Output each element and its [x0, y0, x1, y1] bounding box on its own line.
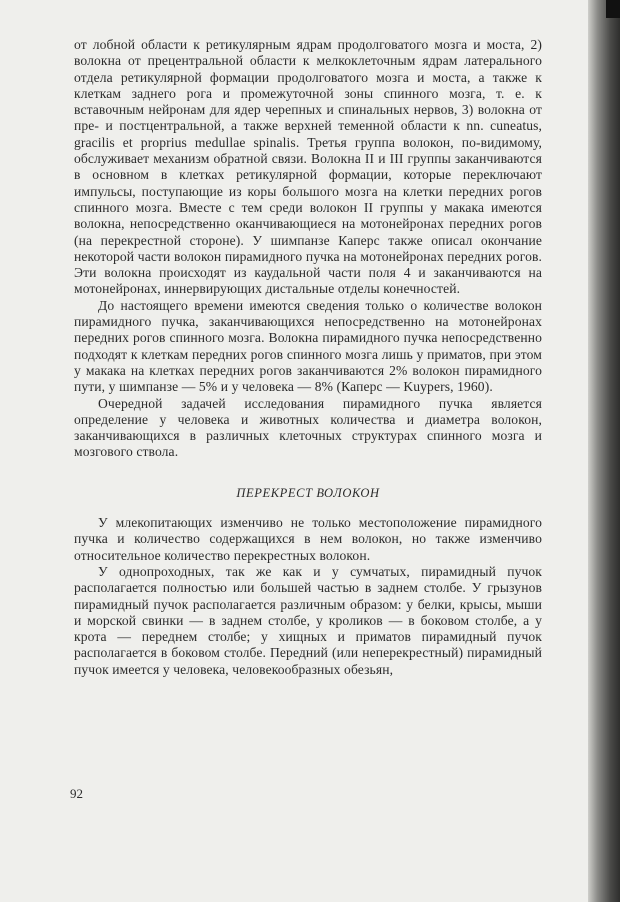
- section-heading: ПЕРЕКРЕСТ ВОЛОКОН: [236, 485, 380, 500]
- page-number: 92: [70, 786, 83, 801]
- paragraph: Очередной задачей исследования пирамидного пучка является определение у человека и животных количества и диаметра волокон, заканчивающихся в различных клеточных структурах спинного мозга и мозгового ствола.: [74, 395, 542, 460]
- paragraph: У млекопитающих изменчиво не только местоположение пирамидного пучка и количество содержащихся в нем волокон, но также изменчиво относительное количество перекрестных волокон.: [74, 515, 542, 563]
- paragraph-continued: от лобной области к ретикулярным ядрам продолговатого мозга и моста, 2) волокна от прецентральной области к мелкоклеточным ядрам латерального отдела ретикулярной формации продолговатого мозга и моста, а также к клеткам заднего рога и промежуточной зоны спинного мозга, т. е. к вставочным нейронам для ядер черепных и спинальных нервов, 3) волокна от пре- и постцентральной, а также верхней теменной области к nn. cuneatus, gracilis et proprius medullae spinalis. Третья группа волокон, по-видимому, обслуживает механизм обратной связи. Волокна II и III группы заканчиваются в основном в клетках ретикулярной формации, которые переключают импульсы, поступающие из коры большого мозга на клетки передних рогов спинного мозга. Вместе с тем среди волокон II группы у макака имеются волокна, непосредственно оканчивающиеся на мотонейронах передних рогов (на перекрестной стороне). У шимпанзе Каперс также описал окончание некоторой части волокон пирамидного пучка на мотонейронах передних рогов. Эти волокна происходят из каудальной части поля 4 и заканчиваются на мотонейронах, иннервирующих дистальные отделы конечностей.: [74, 37, 542, 297]
- paragraph: У однопроходных, так же как и у сумчатых, пирамидный пучок располагается полностью или большей частью в заднем столбе. У грызунов пирамидный пучок располагается различным образом: у белки, крысы, мыши и морской свинки — в заднем столбе, у кроликов — в боковом столбе, а у крота — переднем столбе; у хищных и приматов пирамидный пучок располагается в боковом столбе. Передний (или неперекрестный) пирамидный пучок имеется у человека, человекообразных обезьян,: [74, 563, 542, 677]
- body-text: [74, 37, 542, 678]
- scan-corner: [606, 0, 620, 18]
- book-spine-shadow: [588, 0, 620, 902]
- paragraph: До настоящего времени имеются сведения только о количестве волокон пирамидного пучка, заканчивающихся непосредственно на мотонейронах передних рогов спинного мозга. Волокна пирамидного пучка непосредственно подходят к клеткам передних рогов спинного мозга лишь у приматов, при этом у макака на клетках передних рогов заканчиваются 2% волокон пирамидного пути, у шимпанзе — 5% и у человека — 8% (Каперс — Kuypers, 1960).: [74, 297, 542, 395]
